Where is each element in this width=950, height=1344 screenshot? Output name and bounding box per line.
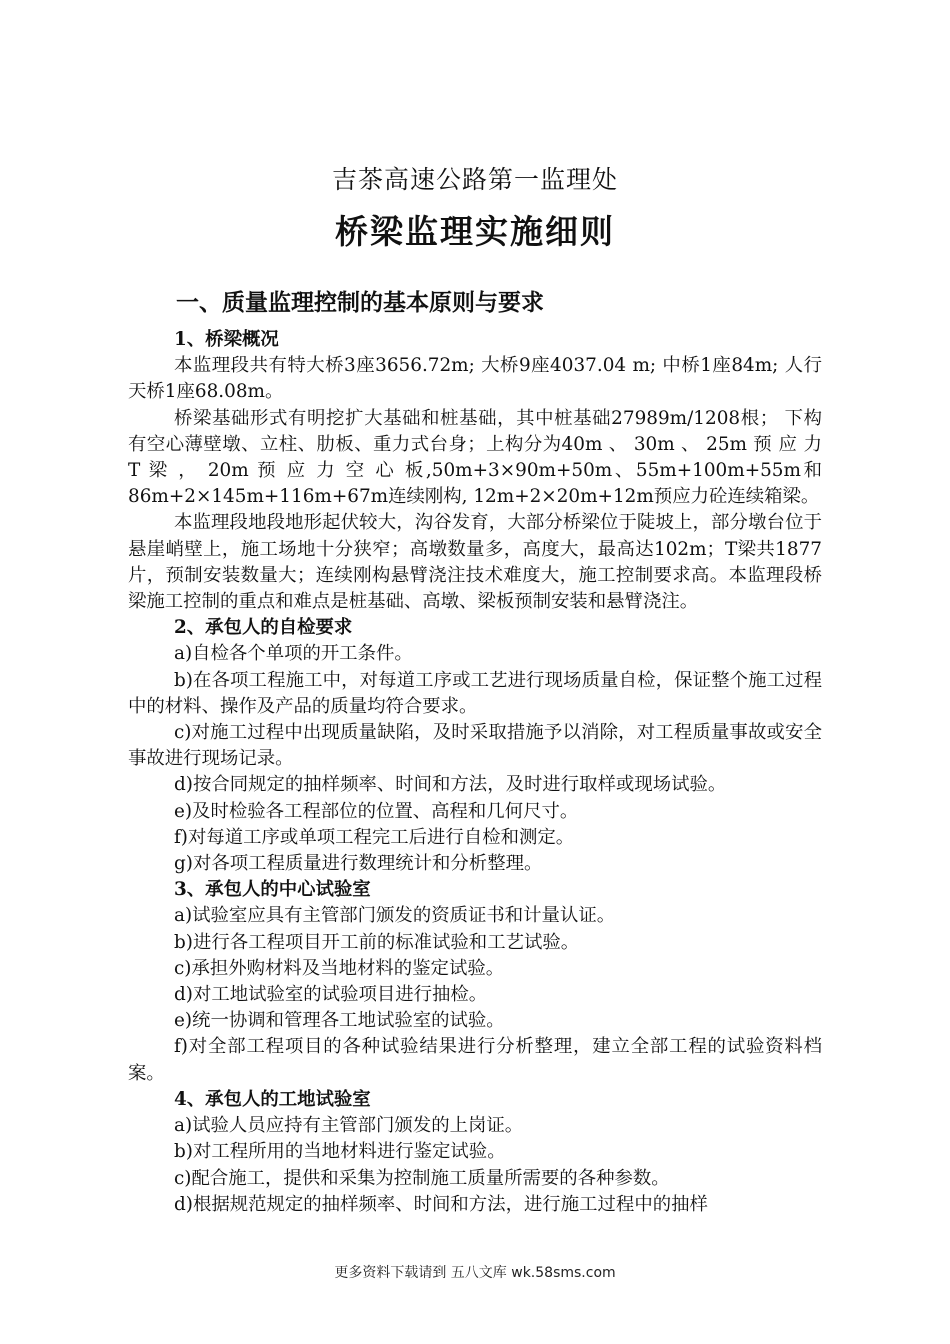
section-heading: 一、质量监理控制的基本原则与要求 [176, 289, 544, 316]
list-item: a)自检各个单项的开工条件。 [174, 643, 413, 665]
document-title: 桥梁监理实施细则 [335, 212, 615, 251]
paragraph: 本监理段共有特大桥3座3656.72m; 大桥9座4037.04 m; 中桥1座84m; 人行天桥1座68.08m。 [128, 355, 822, 403]
subsection-heading-central-lab: 3、承包人的中心试验室 [174, 879, 371, 901]
list-item: d)根据规范规定的抽样频率、时间和方法，进行施工过程中的抽样 [174, 1193, 708, 1215]
list-item: b)在各项工程施工中，对每道工序或工艺进行现场质量自检，保证整个施工过程中的材料、操作及产品的质量均符合要求。 [128, 669, 822, 717]
list-item: f)对全部工程项目的各种试验结果进行分析整理，建立全部工程的试验资料档案。 [128, 1036, 822, 1084]
list-item: e)及时检验各工程部位的位置、高程和几何尺寸。 [174, 800, 579, 822]
list-item: a)试验室应具有主管部门颁发的资质证书和计量认证。 [174, 905, 616, 927]
list-item: e)统一协调和管理各工地试验室的试验。 [174, 1010, 505, 1032]
list-item: f)对每道工序或单项工程完工后进行自检和测定。 [174, 826, 575, 848]
footer-download-link[interactable]: 更多资料下载请到 五八文库 wk.58sms.com [334, 1265, 616, 1281]
list-item: a)试验人员应持有主管部门颁发的上岗证。 [174, 1115, 524, 1137]
list-item: g)对各项工程质量进行数理统计和分析整理。 [174, 853, 543, 875]
subsection-heading-self-check: 2、承包人的自检要求 [174, 617, 353, 639]
org-title: 吉茶高速公路第一监理处 [331, 165, 618, 194]
list-item: c)对施工过程中出现质量缺陷，及时采取措施予以消除，对工程质量事故或安全事故进行现场记录。 [128, 722, 822, 770]
list-item: d)对工地试验室的试验项目进行抽检。 [174, 984, 488, 1006]
list-item: b)进行各工程项目开工前的标准试验和工艺试验。 [174, 931, 580, 953]
paragraph: 桥梁基础形式有明挖扩大基础和桩基础，其中桩基础27989m/1208根； 下构有空心薄壁墩、立柱、肋板、重力式台身；上构分为40m 、 30m 、 25m 预 应 力 T 梁 ， 20m 预 应 力 空 心 板,50m+3×90m+50m、55m+100m+55m和86m+2×145m+116m+67m连续刚构, 12m+2×20m+12m预应力砼连续箱梁。 [128, 407, 822, 508]
subsection-heading-site-lab: 4、承包人的工地试验室 [174, 1088, 371, 1110]
list-item: b)对工程所用的当地材料进行鉴定试验。 [174, 1141, 506, 1163]
subsection-heading-overview: 1、桥梁概况 [174, 329, 279, 350]
paragraph: 本监理段地段地形起伏较大，沟谷发育，大部分桥梁位于陡坡上，部分墩台位于悬崖峭壁上，施工场地十分狭窄；高墩数量多，高度大，最高达102m；T梁共1877片，预制安装数量大；连续刚构悬臂浇注技术难度大，施工控制要求高。本监理段桥梁施工控制的重点和难点是桩基础、高墩、梁板预制安装和悬臂浇注。 [128, 512, 822, 613]
list-item: c)承担外购材料及当地材料的鉴定试验。 [174, 957, 505, 979]
list-item: d)按合同规定的抽样频率、时间和方法，及时进行取样或现场试验。 [174, 774, 727, 796]
document-body [128, 289, 822, 1218]
list-item: c)配合施工，提供和采集为控制施工质量所需要的各种参数。 [174, 1167, 670, 1189]
